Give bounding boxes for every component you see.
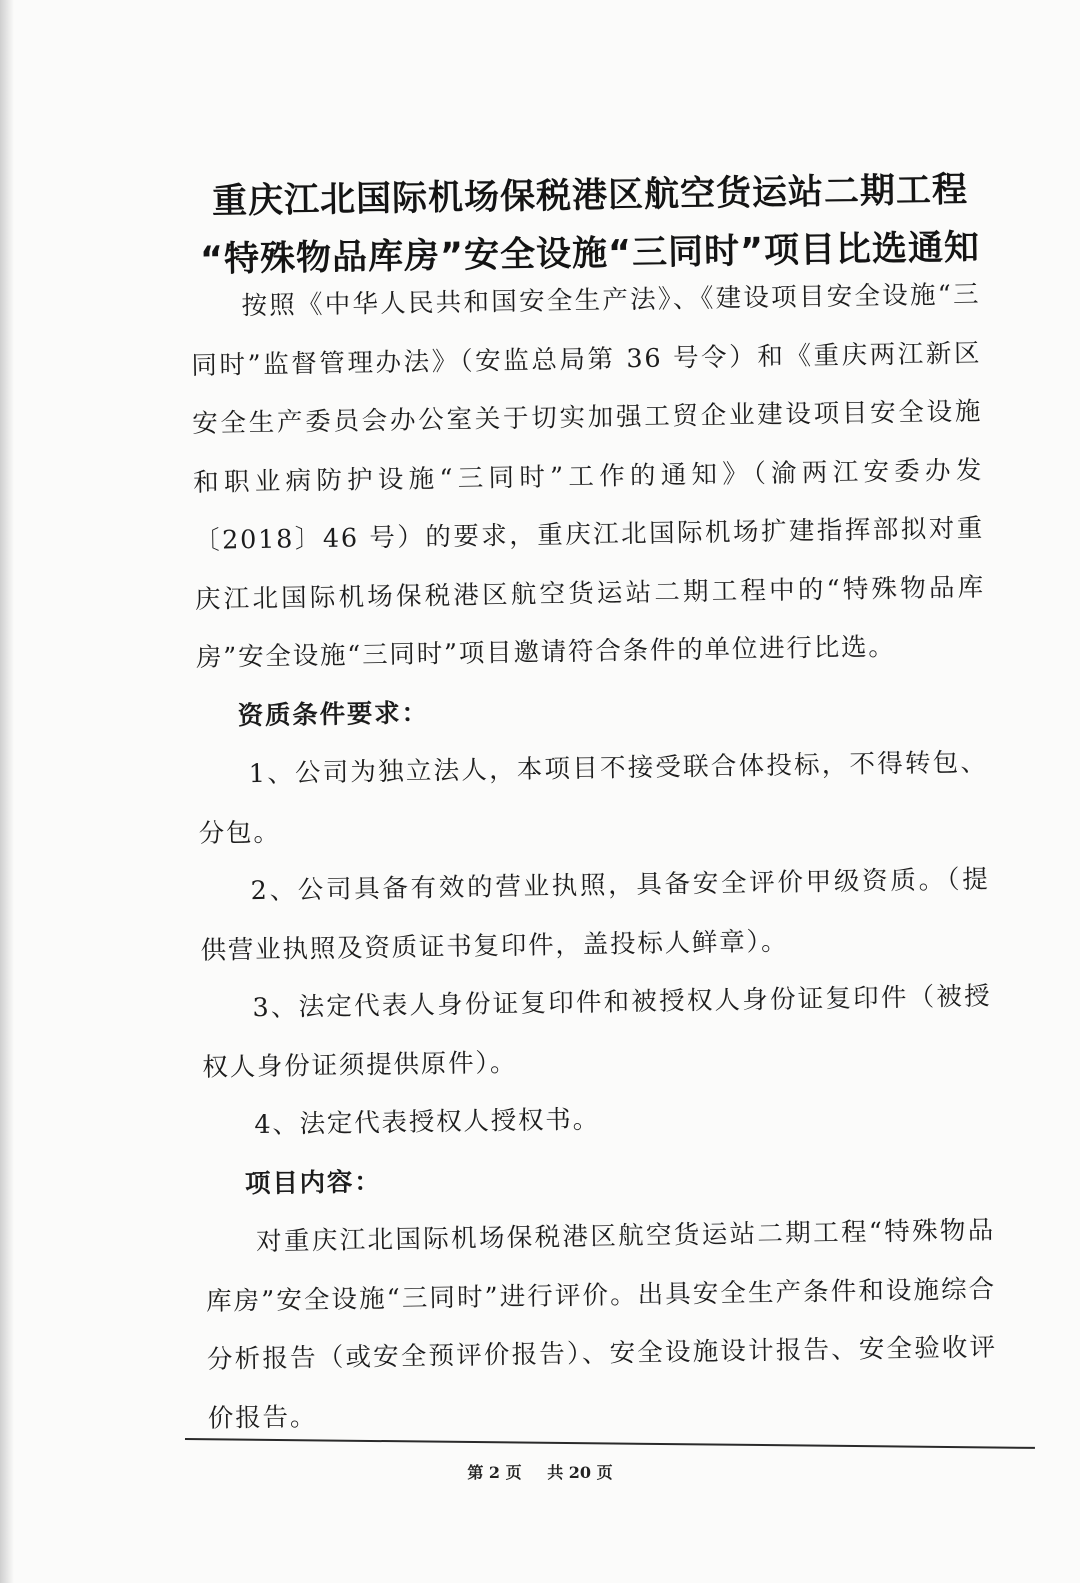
qualification-heading: 资质条件要求： [237, 697, 430, 731]
project-heading: 项目内容： [244, 1166, 382, 1199]
document-title-line2: “特殊物品库房”安全设施“三同时”项目比选通知 [199, 227, 981, 281]
page-footer [0, 1460, 1080, 1483]
qualification-item-1: 1、公司为独立法人，本项目不接受联合体投标，不得转包、分包。 [198, 747, 988, 849]
qualification-item-3: 3、法定代表人身份证复印件和被授权人身份证复印件（被授权人身份证须提供原件）。 [202, 981, 992, 1083]
document-body [190, 266, 998, 1448]
page-number: 第 2 页 [467, 1463, 522, 1482]
document-title-line1: 重庆江北国际机场保税港区航空货运站二期工程 [211, 170, 969, 222]
project-text: 对重庆江北国际机场保税港区航空货运站二期工程“特殊物品库房”安全设施“三同时”进行评价。出具安全生产条件和设施综合分析报告（或安全预评价报告）、安全设施设计报告、安全验收评价报告。 [205, 1215, 998, 1434]
page-edge-shadow [0, 0, 14, 1583]
qualification-item-4: 4、法定代表授权人授权书。 [254, 1104, 601, 1141]
page-total: 共 20 页 [547, 1463, 613, 1482]
qualification-item-2: 2、公司具备有效的营业执照，具备安全评价甲级资质。（提供营业执照及资质证书复印件，盖投标人鲜章）。 [200, 864, 990, 966]
intro-paragraph: 按照《中华人民共和国安全生产法》、《建设项目安全设施“三同时”监督管理办法》（安监总局第 36 号令）和《重庆两江新区安全生产委员会办公室关于切实加强工贸企业建设项目安全设施和职业病防护设施“三同时”工作的通知》（渝两江安委办发〔2018〕46 号）的要求，重庆江北国际机场扩建指挥部拟对重庆江北国际机场保税港区航空货运站二期工程中的“特殊物品库房”安全设施“三同时”项目邀请符合条件的单位进行比选。 [191, 279, 986, 673]
